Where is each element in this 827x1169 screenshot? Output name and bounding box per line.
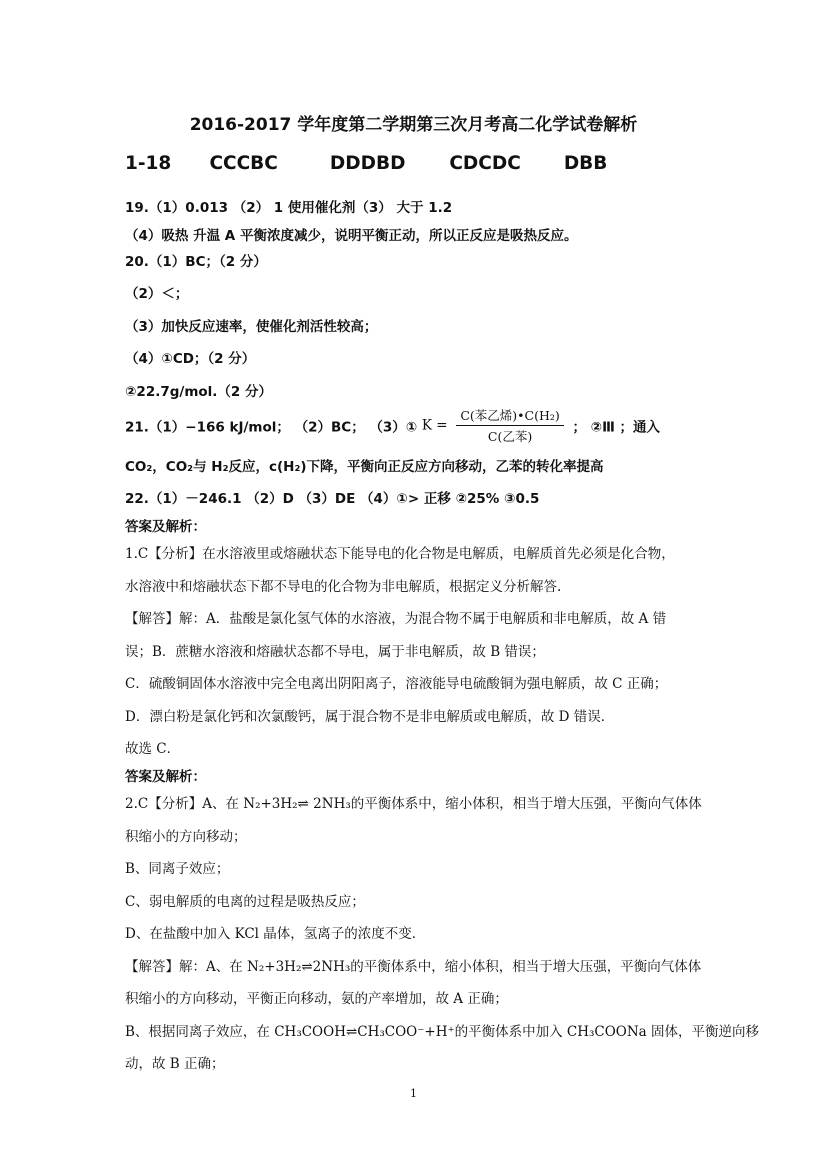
q20-line-4: （4）①CD；（2 分） — [125, 351, 256, 367]
s1-line-4: 误；B．蔗糖水溶液和熔融状态都不导电，属于非电解质，故 B 错误； — [125, 644, 545, 660]
s2-line-6: 【解答】解：A、在 N₂+3H₂⇌2NH₃的平衡体系中，缩小体积，相当于增大压强，平衡向气体体 — [125, 959, 702, 975]
s2-line-4: C、弱电解质的电离的过程是吸热反应； — [125, 894, 365, 910]
section-2-heading: 答案及解析： — [125, 769, 206, 785]
answer-group-3: CDCDC — [449, 153, 521, 174]
q19-line-1: 19.（1）0.013 （2） 1 使用催化剂（3） 大于 1.2 — [125, 200, 453, 216]
answer-key-row — [125, 153, 607, 174]
page-title: 2016-2017 学年度第二学期第三次月考高二化学试卷解析 — [189, 115, 638, 135]
q20-line-1: 20.（1）BC；（2 分） — [125, 254, 267, 270]
q21-part-2: ； ②Ⅲ ；通入 — [572, 419, 661, 436]
q21-line-2: CO₂，CO₂与 H₂反应，c(H₂)下降，平衡向正反应方向移动，乙苯的转化率提高 — [125, 459, 604, 475]
s2-line-3: B、同离子效应； — [125, 861, 230, 877]
s2-line-8: B、根据同离子效应，在 CH₃COOH⇌CH₃COO⁻+H⁺的平衡体系中加入 CH₃COONa 固体，平衡逆向移 — [125, 1024, 760, 1040]
s2-line-7: 积缩小的方向移动，平衡正向移动，氨的产率增加，故 A 正确； — [125, 991, 508, 1007]
q21-line-1 — [125, 406, 660, 445]
s1-line-6: D．漂白粉是氯化钙和次氯酸钙，属于混合物不是非电解质或电解质，故 D 错误． — [125, 709, 615, 725]
q19-line-2: （4）吸热 升温 A 平衡浓度减少，说明平衡正动，所以正反应是吸热反应。 — [125, 228, 578, 244]
q20-line-2: （2）＜； — [125, 286, 189, 302]
answer-group-4: DBB — [563, 153, 608, 174]
q20-line-5: ②22.7g/mol.（2 分） — [125, 384, 273, 400]
s1-line-7: 故选 C． — [125, 741, 181, 757]
q21-part-1: 21.（1）−166 kJ/mol； （2）BC； （3）① — [125, 419, 418, 436]
q22-line-1: 22.（1）－246.1 （2）D （3）DE （4）①> 正移 ②25% ③0.5 — [125, 491, 540, 507]
q20-line-3: （3）加快反应速率，使催化剂活性较高； — [125, 319, 378, 335]
answer-group-1: CCCBC — [209, 153, 278, 174]
s2-line-1: 2.C【分析】A、在 N₂+3H₂⇌ 2NH₃的平衡体系中，缩小体积，相当于增大压强，平衡向气体体 — [125, 796, 702, 812]
section-1-heading: 答案及解析： — [125, 519, 206, 535]
fraction-denominator: C(乙苯) — [487, 429, 533, 444]
s1-line-5: C．硫酸铜固体水溶液中完全电离出阴阳离子，溶液能导电硫酸铜为强电解质，故 C 正确； — [125, 676, 668, 692]
s1-line-3: 【解答】解：A．盐酸是氯化氢气体的水溶液，为混合物不属于电解质和非电解质，故 A 错 — [125, 611, 667, 627]
answer-group-2: DDDBD — [329, 153, 406, 174]
s2-line-9: 动，故 B 正确； — [125, 1056, 225, 1072]
s2-line-5: D、在盐酸中加入 KCl 晶体，氢离子的浓度不变． — [125, 926, 426, 942]
fraction-numerator: C(苯乙烯)•C(H₂) — [456, 406, 563, 426]
answer-range: 1-18 — [125, 153, 172, 174]
equilibrium-constant-symbol: K = — [421, 417, 448, 434]
s2-line-2: 积缩小的方向移动； — [125, 829, 247, 845]
s1-line-2: 水溶液中和熔融状态下都不导电的化合物为非电解质，根据定义分析解答. — [125, 579, 562, 595]
s1-line-1: 1.C【分析】在水溶液里或熔融状态下能导电的化合物是电解质，电解质首先必须是化合物， — [125, 546, 675, 562]
page-number: 1 — [410, 1087, 417, 1100]
equilibrium-constant-fraction — [456, 406, 563, 445]
